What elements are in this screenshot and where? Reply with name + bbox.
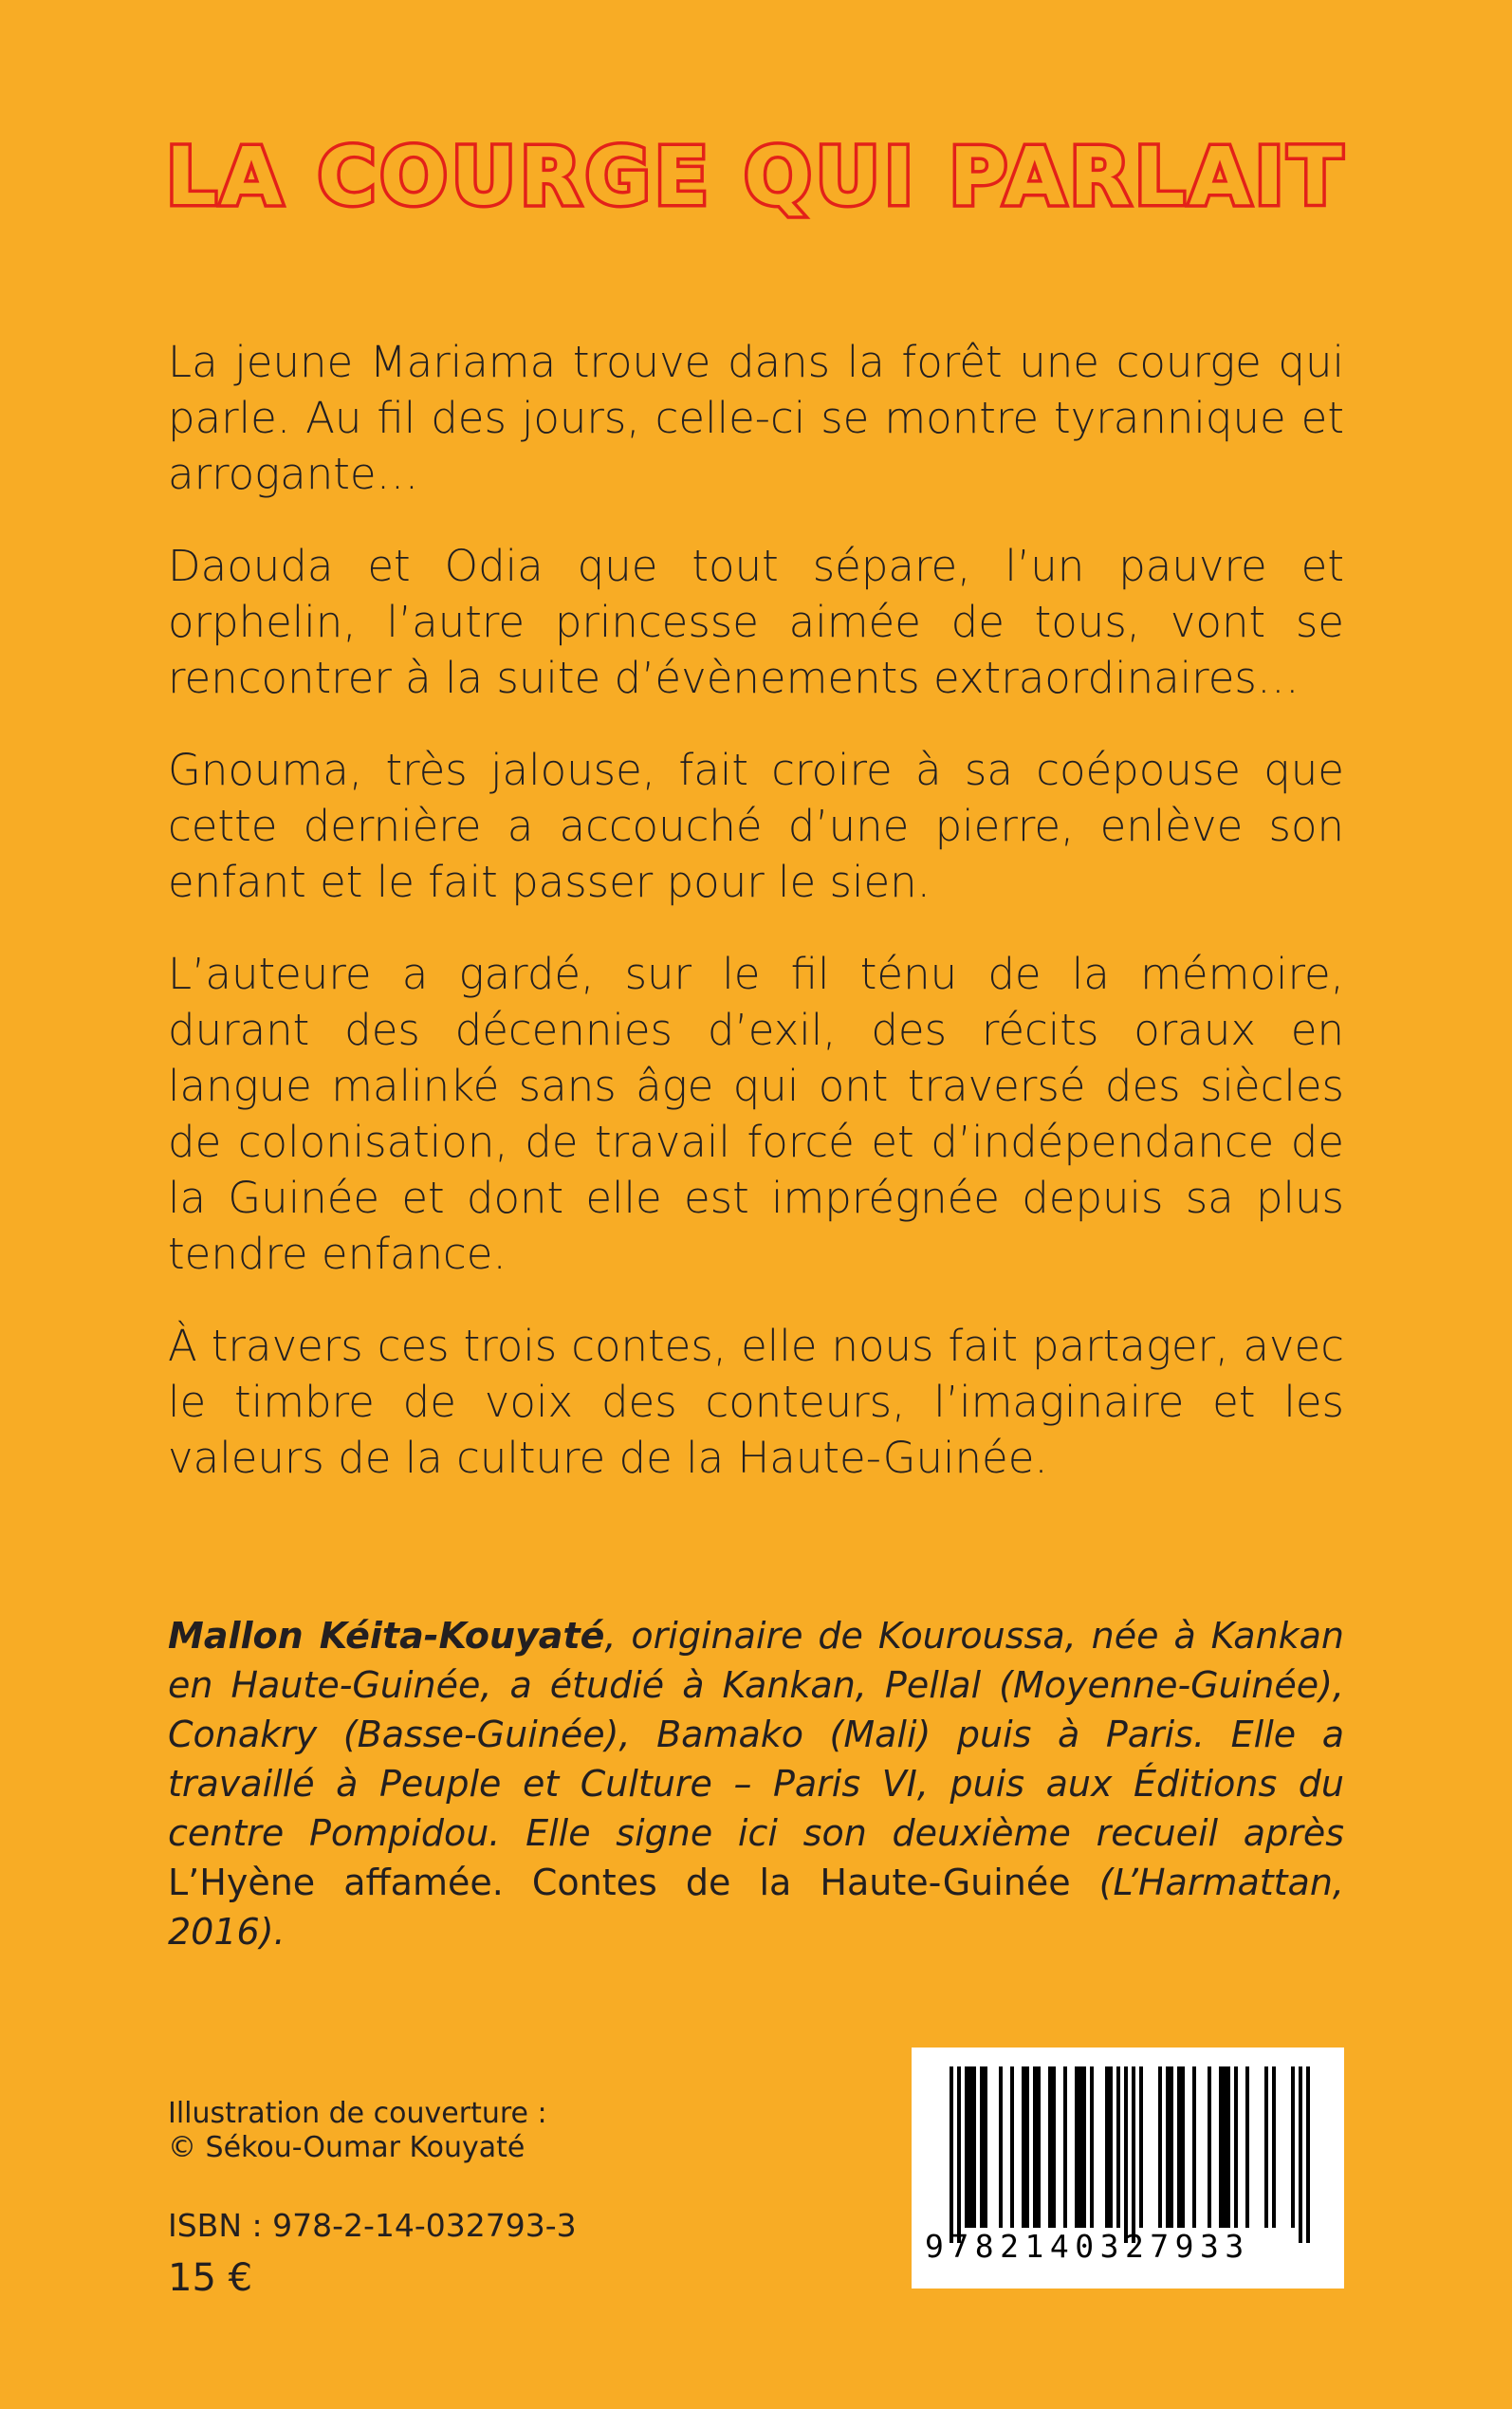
- bio-text: , originaire de Kouroussa, née à Kankan en Haute-Guinée, a étudié à Kankan, Pellal (Moyenne-Guinée), Conakry (Basse-Guinée), Bamako (Mali) puis à Paris. Elle a travaillé à Peuple et Culture – Paris VI, puis aux Éditions du centre Pompidou. Elle signe ici son deuxième recueil après: [168, 1615, 1344, 1854]
- barcode-bar: [957, 2066, 961, 2243]
- blurb-paragraph: L’auteure a gardé, sur le fil ténu de la mémoire, durant des décennies d’exil, des récits oraux en langue malinké sans âge qui ont traversé des siècles de colonisation, de travail forcé et d’indépendance de la Guinée et dont elle est imprégnée depuis sa plus tendre enfance.: [168, 949, 1344, 1279]
- barcode-bar: [1022, 2066, 1025, 2228]
- blurb-paragraph: À travers ces trois contes, elle nous fait partager, avec le timbre de voix des conteurs, l’imaginaire et les valeurs de la culture de la Haute-Guinée.: [168, 1321, 1344, 1483]
- author-name: Mallon Kéita-Kouyaté: [168, 1615, 605, 1657]
- blurb-paragraph: Gnouma, très jalouse, fait croire à sa coépouse que cette dernière a accouché d’une pierre, enlève son enfant et le fait passer pour le sien.: [168, 745, 1344, 907]
- barcode-bar: [1223, 2066, 1226, 2228]
- barcode-bar: [1124, 2066, 1128, 2243]
- barcode-bar: [984, 2066, 987, 2228]
- barcode-bar: [1048, 2066, 1052, 2228]
- barcode-bar: [1082, 2066, 1086, 2228]
- barcode-bar: [1219, 2066, 1223, 2228]
- barcode-bar: [1208, 2066, 1211, 2228]
- credit-artist: © Sékou-Oumar Kouyaté: [168, 2131, 526, 2164]
- barcode-bar: [965, 2066, 968, 2228]
- barcode: [912, 2048, 1344, 2289]
- barcode-bar: [1033, 2066, 1037, 2228]
- barcode-bar: [1234, 2066, 1238, 2228]
- barcode-bar: [1010, 2066, 1014, 2228]
- barcode-bar: [1245, 2066, 1249, 2228]
- author-bio: [168, 1611, 1344, 1956]
- price: 15 €: [168, 2256, 253, 2300]
- barcode-bar: [1291, 2066, 1295, 2228]
- barcode-bar: [1037, 2066, 1041, 2228]
- blurb-paragraph: Daouda et Odia que tout sépare, l’un pauvre et orphelin, l’autre princesse aimée de tous, vont se rencontrer à la suite d’évènements extraordinaires…: [168, 541, 1344, 703]
- barcode-bar: [1025, 2066, 1029, 2228]
- barcode-bar: [1139, 2066, 1143, 2228]
- barcode-bar: [1063, 2066, 1067, 2228]
- barcode-bar: [968, 2066, 972, 2228]
- barcode-bar: [999, 2066, 1003, 2228]
- barcode-bar: [1105, 2066, 1109, 2228]
- barcode-bar: [1132, 2066, 1135, 2243]
- barcode-bar: [1264, 2066, 1268, 2228]
- barcode-bar: [972, 2066, 976, 2228]
- credit-label: Illustration de couverture :: [168, 2097, 547, 2130]
- barcode-bar: [1075, 2066, 1079, 2228]
- blurb-paragraph: La jeune Mariama trouve dans la forêt une courge qui parle. Au fil des jours, celle-ci se montre tyrannique et arrogante…: [168, 337, 1344, 499]
- barcode-bar: [1170, 2066, 1173, 2228]
- previous-book-title: L’Hyène affamée. Contes de la Haute-Guinée: [168, 1862, 1071, 1903]
- barcode-bar: [980, 2066, 984, 2228]
- barcode-bar: [1272, 2066, 1276, 2228]
- barcode-bar: [1306, 2066, 1310, 2243]
- barcode-bar: [1177, 2066, 1181, 2228]
- barcode-bar: [1079, 2066, 1082, 2228]
- barcode-bar: [1226, 2066, 1230, 2228]
- back-cover-blurb: [168, 334, 1344, 1522]
- barcode-bar: [1090, 2066, 1094, 2228]
- barcode-bar: [1116, 2066, 1120, 2228]
- book-title: LA COURGE QUI PARLAIT: [165, 130, 1347, 223]
- barcode-bar: [1299, 2066, 1302, 2243]
- barcode-bar: [1109, 2066, 1113, 2228]
- barcode-bar: [1158, 2066, 1162, 2228]
- barcode-digits: 9782140327933: [925, 2228, 1250, 2265]
- isbn: ISBN : 978-2-14-032793-3: [168, 2207, 577, 2244]
- cover-credits: [168, 2097, 547, 2165]
- barcode-bar: [1052, 2066, 1056, 2228]
- bio-text-end: (L’Harmattan, 2016).: [168, 1862, 1344, 1953]
- barcode-bar: [1192, 2066, 1196, 2228]
- barcode-bar: [1181, 2066, 1185, 2228]
- barcode-bar: [1166, 2066, 1170, 2228]
- barcode-bar: [950, 2066, 953, 2243]
